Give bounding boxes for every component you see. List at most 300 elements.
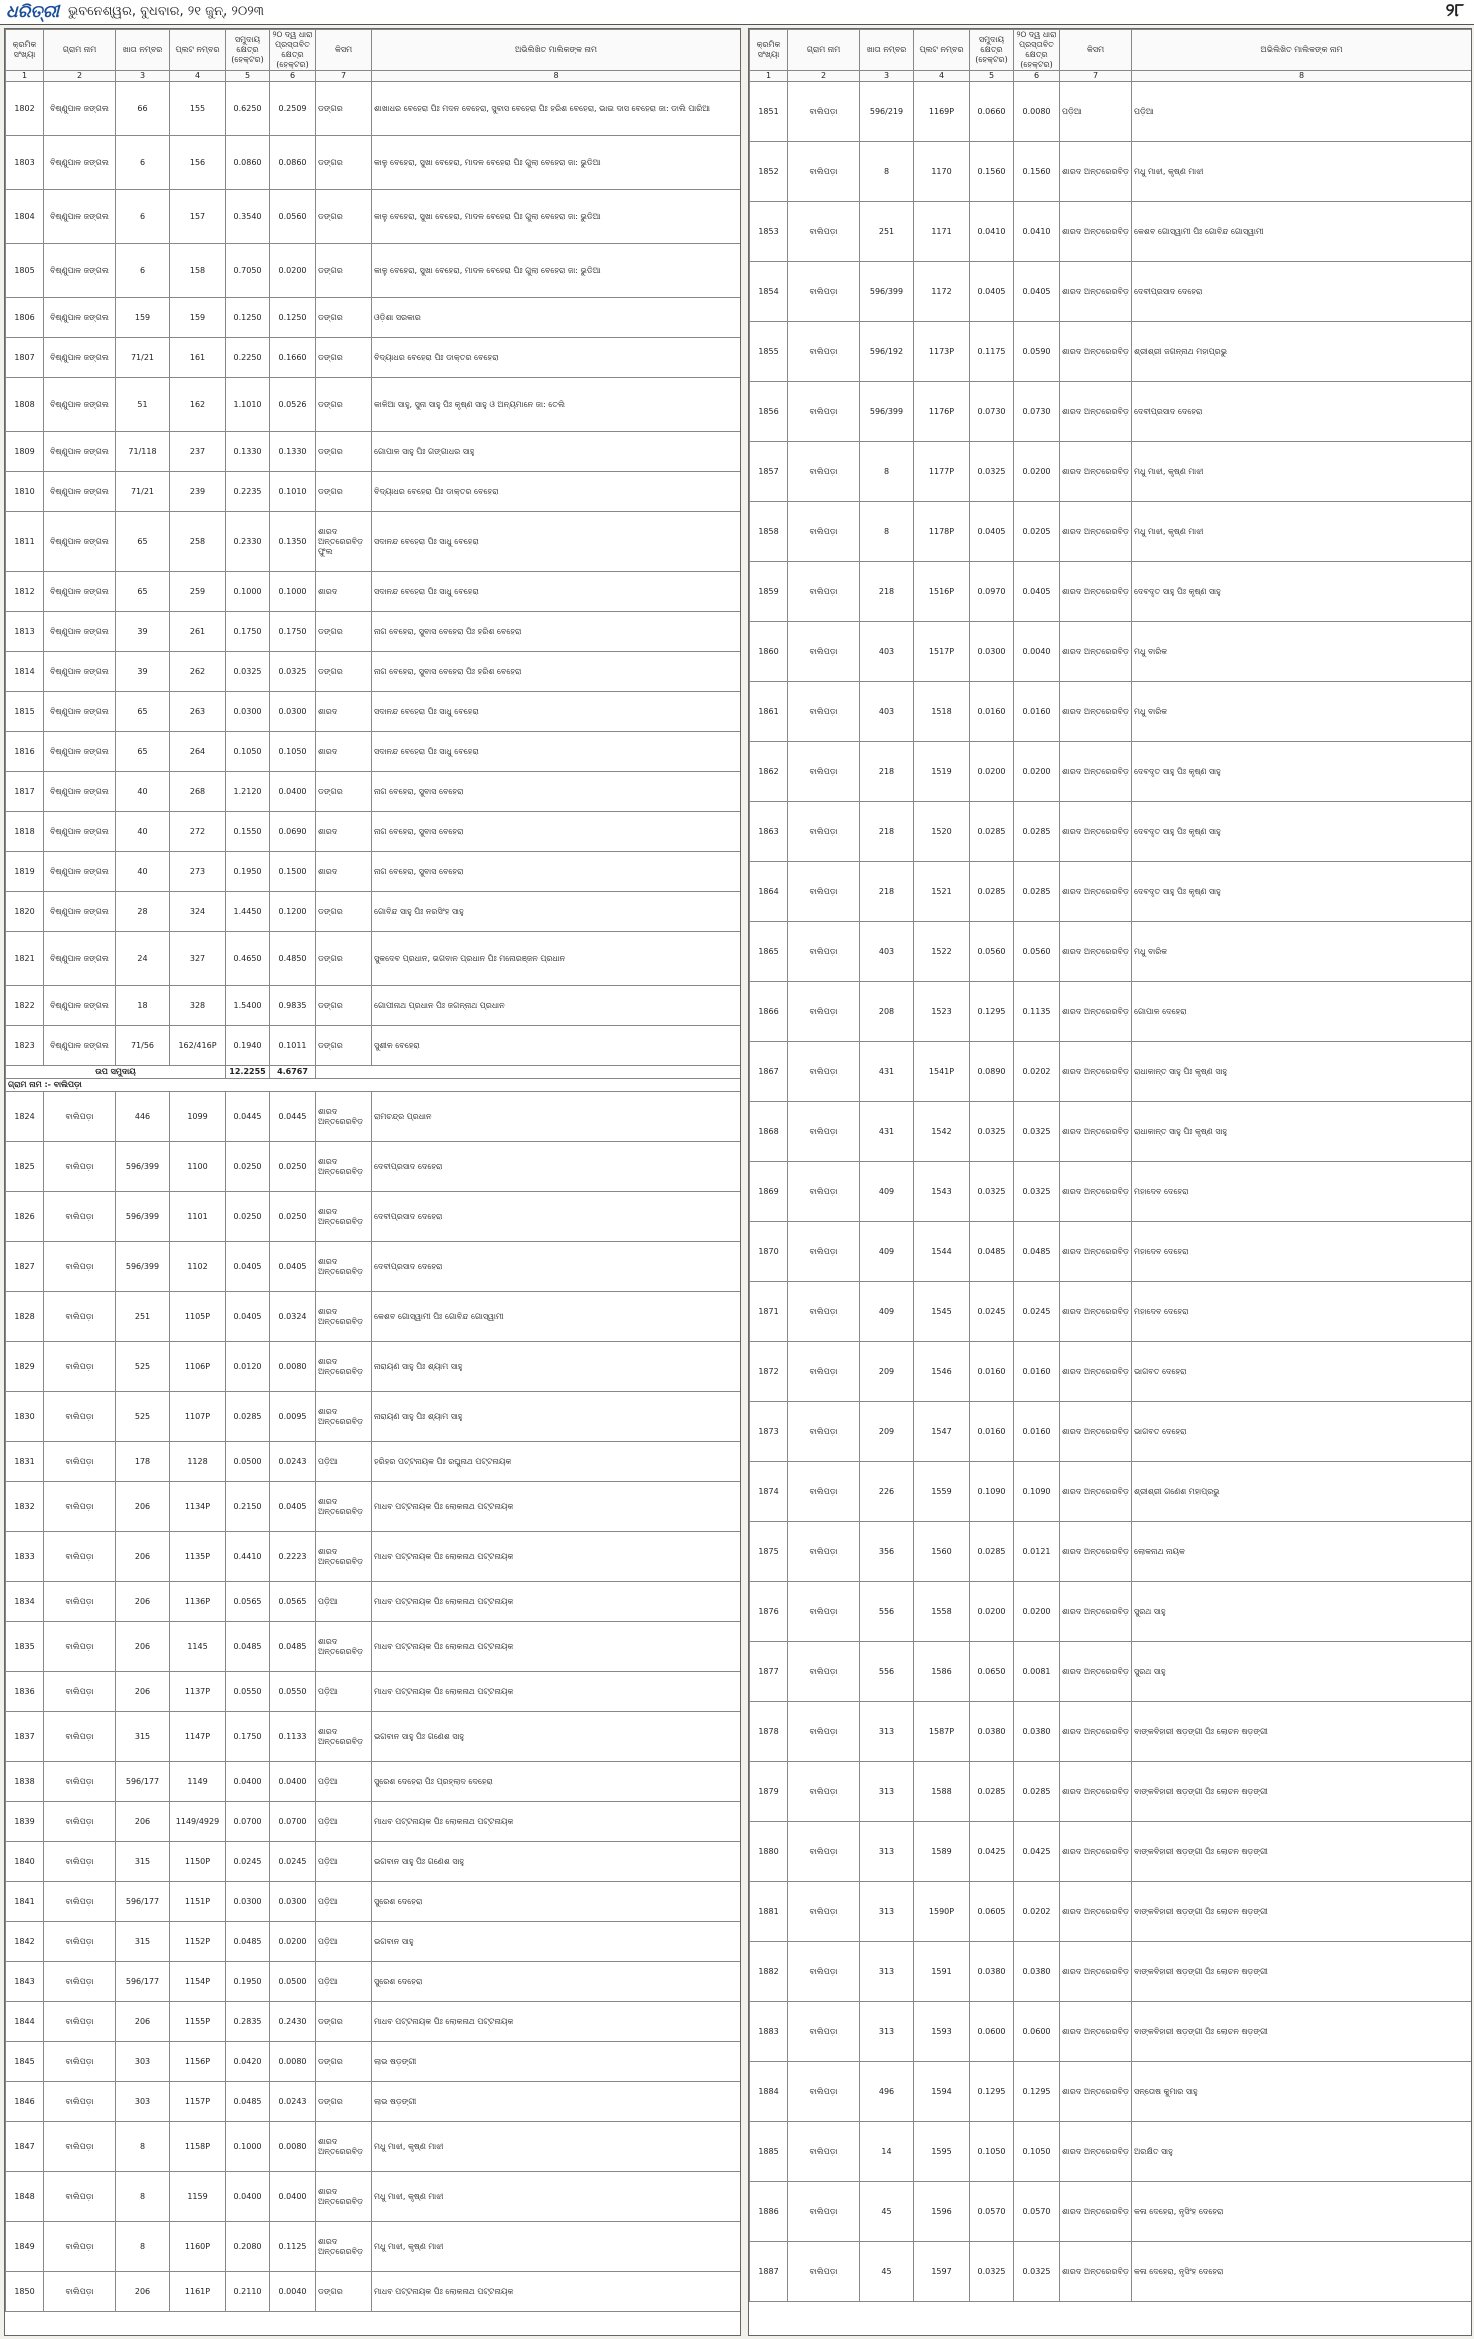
cell-kisam: ଶାରଦ [316,812,372,852]
cell-acq: 0.0405 [1014,562,1060,622]
table-row [6,1392,741,1442]
cell-total: 0.0560 [970,922,1014,982]
cell-village: ବାଲିପଡ଼ା [788,2182,860,2242]
cell-owner: କେଶବ ଗୋସ୍ୱାମୀ ପିଃ ଗୋବିନ୍ଦ ଗୋସ୍ୱାମୀ [372,1292,741,1342]
table-row [6,1712,741,1762]
cell-khata: 24 [116,932,170,986]
newspaper-logo: ଧରିତ୍ରୀ [6,2,60,22]
cell-acq: 0.0560 [270,190,316,244]
cell-sl: 1853 [750,202,788,262]
cell-khata: 403 [860,682,914,742]
cell-total: 0.2080 [226,2222,270,2272]
cell-kisam: ଡଙ୍ଗର [316,932,372,986]
cell-plot: 1099 [170,1092,226,1142]
table-header-row [6,30,741,71]
cell-khata: 206 [116,1482,170,1532]
cell-total: 0.1940 [226,1026,270,1066]
cell-owner: କଳା ଦେହେରା, ନୃସିଂହ ଦେହେରା [1132,2182,1472,2242]
cell-kisam: ଡଙ୍ଗର [316,82,372,136]
cell-kisam: ଶାରଦ ଅନ୍ତରେରବିଡ଼ [1060,1822,1132,1882]
cell-plot: 1520 [914,802,970,862]
cell-village: ବାଲିପଡ଼ା [788,922,860,982]
cell-village: ବାଲିପଡ଼ା [788,1822,860,1882]
cell-kisam: ଶାରଦ ଅନ୍ତରେରବିଡ଼ [1060,1942,1132,2002]
cell-owner: ଅରକ୍ଷିତ ସାହୁ [1132,2122,1472,2182]
cell-acq: 0.0405 [270,1482,316,1532]
cell-village: ବାଲିପଡ଼ା [788,622,860,682]
cell-kisam: ଡଙ୍ଗର [316,378,372,432]
cell-sl: 1872 [750,1342,788,1402]
cell-village: ବାଲିପଡ଼ା [44,1712,116,1762]
table-row [750,622,1472,682]
cell-total: 0.1050 [970,2122,1014,2182]
cell-acq: 0.0590 [1014,322,1060,382]
cell-plot: 156 [170,136,226,190]
cell-kisam: ଶାରଦ ଅନ୍ତରେରବିଡ଼ [316,1092,372,1142]
cell-village: ବାଲିପଡ଼ା [788,142,860,202]
cell-kisam: ଡଙ୍ଗର [316,612,372,652]
cell-acq: 0.0380 [1014,1942,1060,2002]
cell-sl: 1810 [6,472,44,512]
cell-total: 0.1250 [226,298,270,338]
cell-village: ବାଲିପଡ଼ା [788,1102,860,1162]
cell-sl: 1856 [750,382,788,442]
cell-acq: 0.0300 [270,1882,316,1922]
cell-acq: 0.0200 [270,1922,316,1962]
cell-kisam: ଶାରଦ ଅନ୍ତରେରବିଡ଼ [316,1392,372,1442]
cell-owner: ଗୋପାଳ ଦେହେରା [1132,982,1472,1042]
table-row [750,1402,1472,1462]
cell-kisam: ଶାରଦ ଅନ୍ତରେରବିଡ଼ [316,1192,372,1242]
cell-village: ବାଲିପଡ଼ା [44,2172,116,2222]
cell-kisam: ଶାରଦ ଅନ୍ତରେରବିଡ଼ [1060,802,1132,862]
header-sl: କ୍ରମିକ ସଂଖ୍ୟା [6,30,44,71]
cell-total: 0.0250 [226,1192,270,1242]
cell-village: ବିଷ୍ଣୁପାଳ ଜଙ୍ଗଲ [44,432,116,472]
cell-sl: 1865 [750,922,788,982]
cell-owner: ମଧୁ ବାରିକ [1132,682,1472,742]
cell-plot: 1541P [914,1042,970,1102]
cell-khata: 206 [116,1802,170,1842]
table-row [6,1532,741,1582]
header-plot: ପ୍ଲଟ ନମ୍ବର [914,30,970,71]
cell-total: 0.0970 [970,562,1014,622]
cell-acq: 0.4850 [270,932,316,986]
cell-khata: 8 [860,502,914,562]
cell-khata: 313 [860,1702,914,1762]
cell-owner: ଦେବୀପ୍ରସାଦ ଦେହେରା [372,1192,741,1242]
cell-sl: 1825 [6,1142,44,1192]
cell-kisam: ଡଙ୍ଗର [316,1026,372,1066]
cell-owner: ନାରାୟଣ ସାହୁ ପିଃ ଶ୍ୟାମ ସାହୁ [372,1392,741,1442]
cell-village: ବାଲିପଡ଼ା [788,1042,860,1102]
subtotal-total: 12.2255 [226,1066,270,1079]
cell-sl: 1875 [750,1522,788,1582]
dateline: ଭୁବନେଶ୍ୱର, ବୁଧବାର, ୨୧ ଜୁନ୍‌, ୨୦୨୩ [68,4,264,19]
cell-owner: ମାଧବ ପଟ୍ଟନାୟକ ପିଃ ଲୋକନାଥ ପଟ୍ଟନାୟକ [372,1532,741,1582]
cell-sl: 1821 [6,932,44,986]
cell-total: 0.0250 [226,1142,270,1192]
cell-total: 0.0285 [970,802,1014,862]
table-row [6,2042,741,2082]
table-row [750,1822,1472,1882]
cell-khata: 218 [860,562,914,622]
cell-khata: 596/399 [116,1242,170,1292]
cell-plot: 1544 [914,1222,970,1282]
cell-kisam: ପଡ଼ିଆ [1060,82,1132,142]
cell-plot: 1558 [914,1582,970,1642]
cell-sl: 1866 [750,982,788,1042]
cell-owner: ଭାଗବତ ଦେହେରା [1132,1342,1472,1402]
table-row [6,2272,741,2312]
cell-village: ବାଲିପଡ଼ା [788,1462,860,1522]
cell-total: 0.1175 [970,322,1014,382]
cell-sl: 1878 [750,1702,788,1762]
cell-owner: ସୁରଥ ସାହୁ [1132,1642,1472,1702]
cell-village: ବାଲିପଡ଼ା [44,1442,116,1482]
cell-khata: 596/219 [860,82,914,142]
cell-village: ବିଷ୍ଣୁପାଳ ଜଙ୍ଗଲ [44,82,116,136]
table-row [6,1192,741,1242]
cell-plot: 1170 [914,142,970,202]
cell-total: 0.1295 [970,2062,1014,2122]
table-row [6,472,741,512]
cell-khata: 596/177 [116,1882,170,1922]
cell-village: ବାଲିପଡ଼ା [788,2062,860,2122]
cell-plot: 162/416P [170,1026,226,1066]
table-row [750,1042,1472,1102]
cell-sl: 1847 [6,2122,44,2172]
cell-village: ବାଲିପଡ଼ା [44,1392,116,1442]
table-row [6,1882,741,1922]
cell-sl: 1845 [6,2042,44,2082]
cell-total: 0.0285 [970,862,1014,922]
cell-sl: 1852 [750,142,788,202]
colnum: 2 [44,71,116,82]
colnum: 6 [1014,71,1060,82]
cell-sl: 1857 [750,442,788,502]
cell-village: ବିଷ୍ଣୁପାଳ ଜଙ୍ଗଲ [44,572,116,612]
cell-kisam: ଶାରଦ ଅନ୍ତରେରବିଡ଼ [316,1712,372,1762]
table-row [6,692,741,732]
cell-total: 0.0485 [970,1222,1014,1282]
table-row [750,2002,1472,2062]
cell-total: 0.2330 [226,512,270,572]
cell-owner: ସୁଶୀଳ ବେହେରା [372,1026,741,1066]
table-row [6,1026,741,1066]
cell-khata: 209 [860,1402,914,1462]
cell-kisam: ଶାରଦ ଅନ୍ତରେରବିଡ଼ [316,2172,372,2222]
left-table-body-2 [6,1092,741,2312]
header-khata: ଖାତା ନମ୍ବର [860,30,914,71]
cell-owner: ଦେବଦୃତ ସାହୁ ପିଃ କୃଷ୍ଣ ସାହୁ [1132,742,1472,802]
cell-owner: ଦେବୀପ୍ରସାଦ ଦେହେରା [1132,382,1472,442]
table-row [6,652,741,692]
table-row [6,732,741,772]
cell-acq: 0.0285 [1014,802,1060,862]
cell-acq: 0.1330 [270,432,316,472]
cell-owner: ସଦାନନ୍ଦ ବେହେରା ପିଃ ସାଧୁ ବେହେରା [372,732,741,772]
cell-village: ବାଲିପଡ଼ା [788,1282,860,1342]
cell-khata: 218 [860,802,914,862]
cell-total: 0.4650 [226,932,270,986]
cell-total: 0.0325 [970,2242,1014,2302]
cell-total: 0.0380 [970,1702,1014,1762]
table-header-row [750,30,1472,71]
table-row [750,1762,1472,1822]
table-row [750,2122,1472,2182]
cell-plot: 1100 [170,1142,226,1192]
cell-sl: 1840 [6,1842,44,1882]
cell-acq: 0.0325 [1014,1102,1060,1162]
table-row [6,812,741,852]
cell-plot: 1177P [914,442,970,502]
cell-sl: 1868 [750,1102,788,1162]
cell-total: 0.1750 [226,612,270,652]
cell-sl: 1843 [6,1962,44,2002]
table-row [6,2002,741,2042]
cell-acq: 0.0202 [1014,1882,1060,1942]
cell-acq: 0.0250 [270,1192,316,1242]
cell-village: ବାଲିପଡ଼ା [44,1922,116,1962]
cell-kisam: ଶାରଦ ଅନ୍ତରେରବିଡ଼ [1060,622,1132,682]
table-row [750,982,1472,1042]
cell-plot: 158 [170,244,226,298]
cell-kisam: ପଡ଼ିଆ [316,1922,372,1962]
cell-sl: 1886 [750,2182,788,2242]
table-row [6,852,741,892]
table-row [750,2242,1472,2302]
cell-village: ବାଲିପଡ଼ା [788,1762,860,1822]
cell-kisam: ଶାରଦ ଅନ୍ତରେରବିଡ଼ [1060,2242,1132,2302]
column-number-row [750,71,1472,82]
header-area-total: ସମୁଦାୟ କ୍ଷେତ୍ର (ହେକ୍ଟର) [970,30,1014,71]
cell-plot: 1560 [914,1522,970,1582]
cell-total: 0.3540 [226,190,270,244]
cell-plot: 1149/4929 [170,1802,226,1842]
cell-sl: 1818 [6,812,44,852]
cell-sl: 1855 [750,322,788,382]
cell-village: ବାଲିପଡ଼ା [44,1482,116,1532]
cell-owner: ନାଗ ବେହେରା, ସୁବାସ ବେହେରା [372,812,741,852]
cell-khata: 596/399 [860,382,914,442]
cell-sl: 1846 [6,2082,44,2122]
cell-kisam: ପଡ଼ିଆ [316,1442,372,1482]
cell-khata: 251 [860,202,914,262]
section-heading: ଗ୍ରାମ ନାମ :- ବାଲିପଡ଼ା [6,1079,741,1092]
cell-acq: 0.0730 [1014,382,1060,442]
cell-total: 0.2110 [226,2272,270,2312]
table-row [750,1582,1472,1642]
cell-sl: 1836 [6,1672,44,1712]
colnum: 8 [1132,71,1472,82]
cell-kisam: ଶାରଦ ଅନ୍ତରେରବିଡ଼ [316,1482,372,1532]
cell-plot: 1176P [914,382,970,442]
cell-plot: 1547 [914,1402,970,1462]
cell-khata: 40 [116,852,170,892]
cell-total: 0.7050 [226,244,270,298]
cell-plot: 1172 [914,262,970,322]
table-row [6,892,741,932]
cell-owner: ମଧୁ ମାଝୀ, କୃଷ୍ଣ ମାଝୀ [372,2172,741,2222]
table-row [6,572,741,612]
cell-khata: 596/399 [860,262,914,322]
cell-sl: 1885 [750,2122,788,2182]
cell-kisam: ଶାରଦ [316,572,372,612]
cell-acq: 0.0445 [270,1092,316,1142]
cell-kisam: ଡଙ୍ଗର [316,2082,372,2122]
cell-village: ବାଲିପଡ଼ା [788,1522,860,1582]
cell-total: 0.0485 [226,1622,270,1672]
column-number-row [6,71,741,82]
cell-kisam: ଶାରଦ ଅନ୍ତରେରବିଡ଼ [1060,202,1132,262]
cell-acq: 0.0860 [270,136,316,190]
cell-khata: 71/21 [116,338,170,378]
cell-acq: 0.1660 [270,338,316,378]
cell-acq: 0.2223 [270,1532,316,1582]
cell-village: ବାଲିପଡ଼ା [788,322,860,382]
cell-plot: 1150P [170,1842,226,1882]
cell-plot: 1134P [170,1482,226,1532]
table-row [6,612,741,652]
cell-kisam: ପଡ଼ିଆ [316,1802,372,1842]
table-row [750,502,1472,562]
cell-village: ବିଷ୍ଣୁପାଳ ଜଙ୍ଗଲ [44,692,116,732]
cell-khata: 71/56 [116,1026,170,1066]
subtotal-blank [316,1066,741,1079]
cell-acq: 0.0160 [1014,1402,1060,1462]
cell-village: ବାଲିପଡ଼ା [788,1162,860,1222]
cell-plot: 1559 [914,1462,970,1522]
cell-acq: 0.0285 [1014,1762,1060,1822]
cell-sl: 1887 [750,2242,788,2302]
cell-plot: 1157P [170,2082,226,2122]
cell-owner: ଗୋପାଳ ସାହୁ ପିଃ ଗଙ୍ଗାଧର ସାହୁ [372,432,741,472]
cell-khata: 303 [116,2042,170,2082]
cell-acq: 0.0205 [1014,502,1060,562]
cell-owner: ଲୋକନାଥ ନାୟକ [1132,1522,1472,1582]
cell-total: 0.0420 [226,2042,270,2082]
cell-village: ବାଲିପଡ଼ା [44,1962,116,2002]
cell-acq: 0.0245 [270,1842,316,1882]
cell-plot: 1545 [914,1282,970,1342]
cell-village: ବାଲିପଡ଼ା [44,1142,116,1192]
table-row [750,1222,1472,1282]
cell-khata: 39 [116,652,170,692]
cell-khata: 18 [116,986,170,1026]
cell-owner: ମଧୁ ମାଝୀ, କୃଷ୍ଣ ମାଝୀ [1132,502,1472,562]
table-row [750,322,1472,382]
cell-village: ବିଷ୍ଣୁପାଳ ଜଙ୍ଗଲ [44,472,116,512]
cell-kisam: ଶାରଦ ଅନ୍ତରେରବିଡ଼ [1060,1582,1132,1642]
cell-sl: 1838 [6,1762,44,1802]
cell-kisam: ଶାରଦ ଅନ୍ତରେରବିଡ଼ [1060,322,1132,382]
cell-khata: 51 [116,378,170,432]
cell-acq: 0.1750 [270,612,316,652]
cell-owner: କାଳୁ ବେହେରା, ସୁଖା ବେହେରା, ମାଦଳ ବେହେରା ପିଃ ଗୁଲା ବେହେରା ଜା: ଭୁଡିଆ [372,244,741,298]
cell-khata: 159 [116,298,170,338]
cell-acq: 0.1560 [1014,142,1060,202]
cell-total: 0.1750 [226,1712,270,1762]
cell-plot: 1155P [170,2002,226,2042]
header-plot: ପ୍ଲଟ ନମ୍ବର [170,30,226,71]
cell-owner: ବାଙ୍କବିହାରୀ ଷଡ଼ଙ୍ଗୀ ପିଃ ଲୋଚନ ଷଡ଼ଙ୍ଗୀ [1132,1702,1472,1762]
cell-khata: 65 [116,732,170,772]
colnum: 7 [1060,71,1132,82]
cell-sl: 1832 [6,1482,44,1532]
cell-acq: 0.0080 [270,2122,316,2172]
cell-kisam: ଶାରଦ ଅନ୍ତରେରବିଡ଼ [1060,442,1132,502]
cell-sl: 1811 [6,512,44,572]
cell-owner: ଦେବଦୃତ ସାହୁ ପିଃ କୃଷ୍ଣ ସାହୁ [1132,862,1472,922]
cell-khata: 313 [860,1942,914,2002]
cell-sl: 1807 [6,338,44,378]
cell-khata: 45 [860,2182,914,2242]
table-row [6,1842,741,1882]
cell-acq: 0.0202 [1014,1042,1060,1102]
header-khata: ଖାତା ନମ୍ବର [116,30,170,71]
cell-acq: 0.1295 [1014,2062,1060,2122]
table-row [6,1672,741,1712]
cell-plot: 161 [170,338,226,378]
table-row [6,2172,741,2222]
header-kisam: କିସମ [316,30,372,71]
cell-total: 0.0565 [226,1582,270,1622]
cell-plot: 1516P [914,562,970,622]
cell-sl: 1873 [750,1402,788,1462]
cell-total: 0.1000 [226,572,270,612]
cell-kisam: ଶାରଦ ଅନ୍ତରେରବିଡ଼ [1060,2002,1132,2062]
cell-village: ବିଷ୍ଣୁପାଳ ଜଙ୍ଗଲ [44,1026,116,1066]
cell-owner: ଶ୍ରୀଶ୍ରୀ ଗଣେଶ ମହାପ୍ରଭୁ [1132,1462,1472,1522]
table-row [750,742,1472,802]
cell-khata: 206 [116,1622,170,1672]
cell-plot: 1589 [914,1822,970,1882]
cell-acq: 0.0081 [1014,1642,1060,1702]
cell-owner: ନାଗ ବେହେରା, ସୁବାସ ବେହେରା ପିଃ ହରିଶ ବେହେରା [372,652,741,692]
cell-total: 0.2835 [226,2002,270,2042]
table-row [750,862,1472,922]
cell-plot: 1593 [914,2002,970,2062]
subtotal-row [6,1066,741,1079]
table-row [750,1162,1472,1222]
cell-plot: 1154P [170,1962,226,2002]
cell-sl: 1814 [6,652,44,692]
cell-plot: 324 [170,892,226,932]
cell-kisam: ଶାରଦ ଅନ୍ତରେରବିଡ଼ [316,1532,372,1582]
cell-khata: 45 [860,2242,914,2302]
colnum: 1 [750,71,788,82]
table-row [6,136,741,190]
cell-acq: 0.0405 [270,1242,316,1292]
table-row [6,986,741,1026]
cell-plot: 1542 [914,1102,970,1162]
cell-total: 0.0485 [226,1922,270,1962]
cell-owner: ମଧୁ ବାରିକ [1132,622,1472,682]
cell-sl: 1884 [750,2062,788,2122]
cell-plot: 1597 [914,2242,970,2302]
cell-khata: 403 [860,622,914,682]
cell-kisam: ଡଙ୍ଗର [316,2002,372,2042]
cell-acq: 0.0250 [270,1142,316,1192]
cell-owner: କାଳୁ ବେହେରା, ସୁଖା ବେହେରା, ମାଦଳ ବେହେରା ପିଃ ଗୁଲା ବେହେରା ଜା: ଭୁଡିଆ [372,190,741,244]
cell-plot: 1161P [170,2272,226,2312]
cell-plot: 1595 [914,2122,970,2182]
cell-acq: 0.0400 [270,1762,316,1802]
cell-acq: 0.0526 [270,378,316,432]
cell-acq: 0.0080 [1014,82,1060,142]
cell-sl: 1812 [6,572,44,612]
